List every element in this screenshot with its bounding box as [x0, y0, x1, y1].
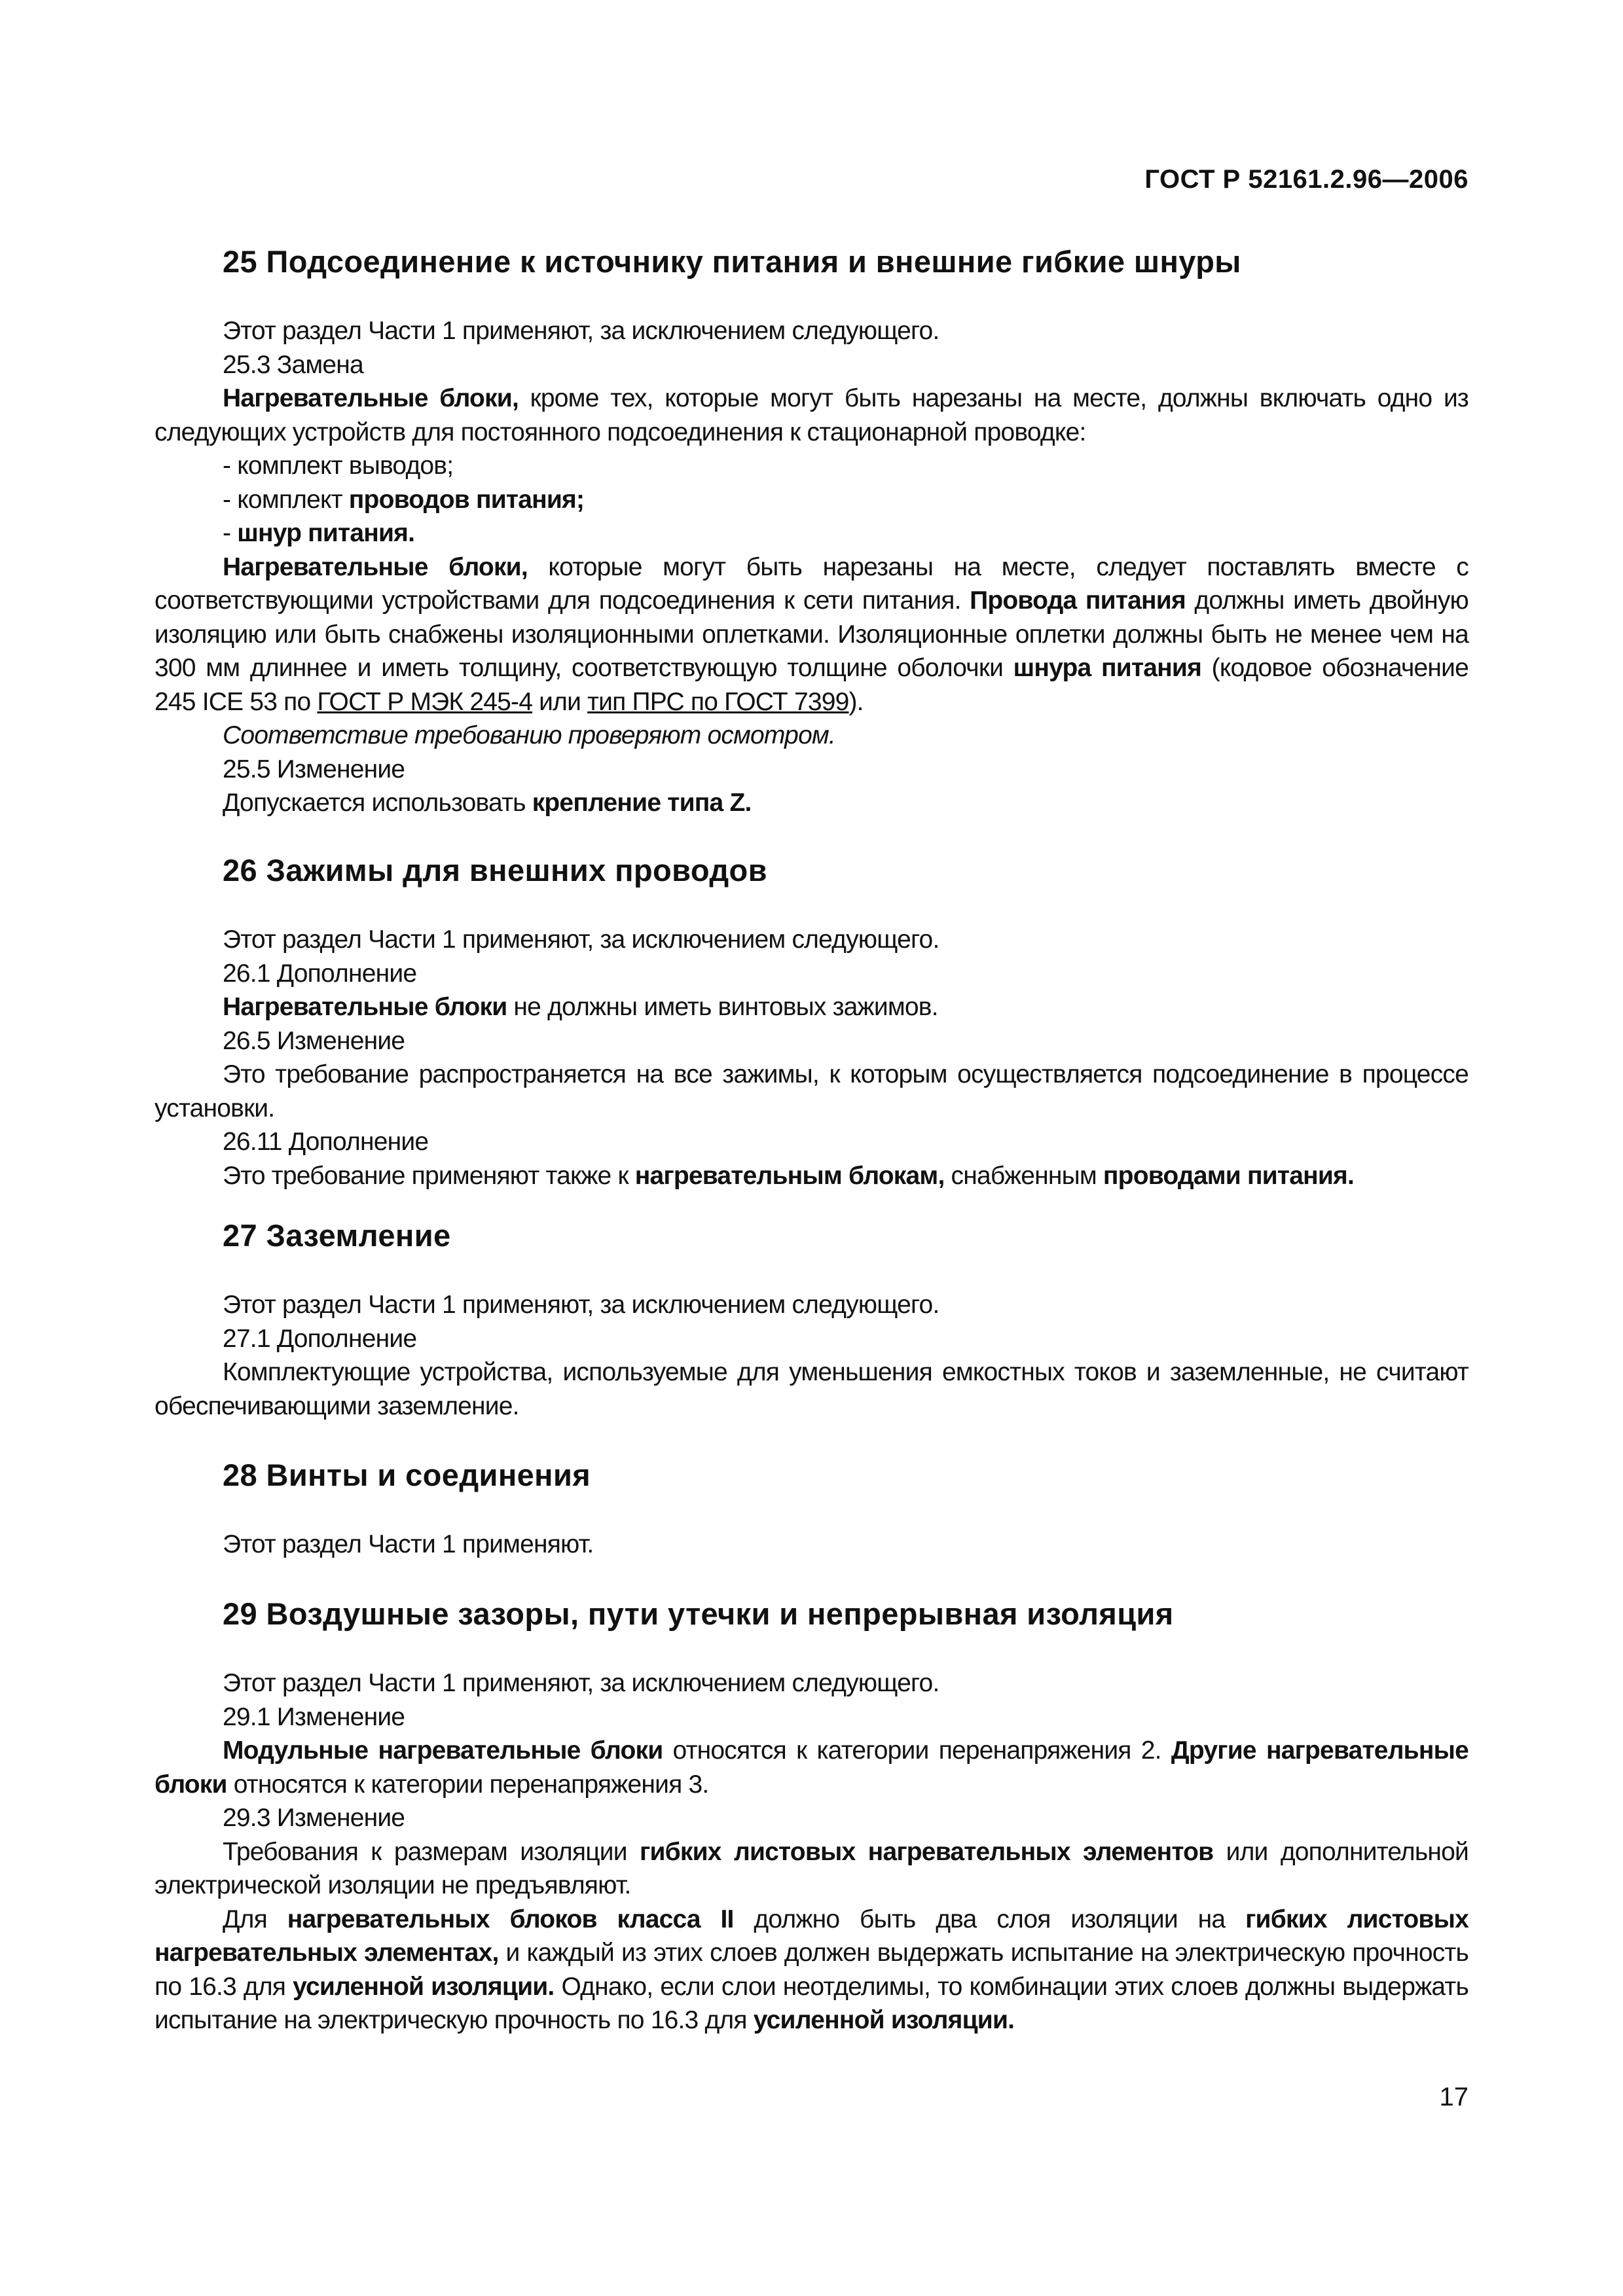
text: Это требование применяют также к: [223, 1161, 635, 1190]
list-item: [155, 516, 1468, 550]
paragraph: [155, 382, 1468, 449]
list-item: - комплект выводов;: [223, 452, 454, 480]
reference-link[interactable]: тип ПРС по ГОСТ 7399: [587, 687, 849, 716]
paragraph: [155, 1734, 1468, 1801]
text: - комплект: [223, 485, 349, 514]
clause-number: 25.3 Замена: [223, 350, 363, 379]
term: Модульные нагревательные блоки: [223, 1736, 663, 1765]
text: кроме тех, которые могут быть нарезаны на месте, должны включать одно из следующих устройств для постоянного подсоединения к стационарной проводке:: [155, 384, 1469, 446]
section-27-title: 27 Заземление: [223, 1218, 451, 1253]
section-25-body: [155, 314, 1468, 820]
text: должны иметь двойную изоляцию или быть снабжены изоляционными оплетками. Изоляционные оплетки должны быть не менее чем на 300 мм длиннее и иметь толщину, соответствующую толщине оболочки: [155, 586, 1468, 682]
term: шнура питания: [1013, 654, 1202, 682]
text: Однако, если слои неотделимы, то комбинации этих слоев должны выдержать испытание на электрическую прочность по 16.3 для: [155, 1972, 1468, 2034]
clause-number: 29.1 Изменение: [223, 1702, 405, 1731]
text: ).: [848, 687, 864, 716]
text: (кодовое обозначение 245 ICE 53 по: [155, 654, 1469, 716]
term: Нагревательные блоки: [223, 993, 507, 1021]
clause-number: 26.11 Дополнение: [223, 1128, 429, 1156]
term: Провода питания: [970, 586, 1186, 615]
term: проводами питания.: [1103, 1161, 1355, 1190]
section-26-title: 26 Зажимы для внешних проводов: [223, 853, 767, 888]
text: или: [532, 687, 588, 716]
paragraph: Этот раздел Части 1 применяют, за исключением следующего.: [223, 925, 939, 954]
term: проводов питания;: [348, 485, 585, 514]
section-28-body: [155, 1528, 1468, 1562]
paragraph: [155, 1159, 1468, 1193]
italic-text: Соответствие требованию проверяют осмотром.: [223, 721, 835, 749]
paragraph: [155, 1835, 1468, 1903]
paragraph: Это требование распространяется на все зажимы, к которым осуществляется подсоединение в процессе установки.: [155, 1060, 1468, 1122]
paragraph: [155, 1903, 1468, 2037]
term: Другие нагревательные блоки: [155, 1736, 1468, 1799]
text: Допускается использовать: [223, 789, 532, 817]
paragraph: Этот раздел Части 1 применяют, за исключением следующего.: [223, 1669, 939, 1697]
section-25-title: 25 Подсоединение к источнику питания и внешние гибкие шнуры: [223, 244, 1241, 279]
list-item: [155, 483, 1468, 517]
reference-link[interactable]: ГОСТ Р МЭК 245-4: [317, 687, 533, 716]
term: Нагревательные блоки,: [223, 552, 528, 581]
paragraph: Этот раздел Части 1 применяют, за исключением следующего.: [223, 317, 939, 345]
term: усиленной изоляции.: [293, 1972, 555, 2001]
section-29-title: 29 Воздушные зазоры, пути утечки и непрерывная изоляция: [223, 1596, 1174, 1631]
section-26-body: [155, 923, 1468, 1193]
paragraph: Этот раздел Части 1 применяют.: [223, 1530, 594, 1558]
compliance-note: [155, 719, 1468, 753]
text: снабженным: [944, 1161, 1103, 1190]
text: которые могут быть нарезаны на месте, следует поставлять вместе с соответствующими устройствами для подсоединения к сети питания.: [155, 552, 1468, 615]
text: -: [223, 519, 238, 547]
document-header: ГОСТ Р 52161.2.96—2006: [1144, 165, 1468, 194]
clause-number: 26.1 Дополнение: [223, 959, 417, 988]
text: не должны иметь винтовых зажимов.: [507, 993, 938, 1021]
term: Нагревательные блоки,: [223, 384, 519, 412]
clause-number: 27.1 Дополнение: [223, 1324, 417, 1353]
paragraph: Комплектующие устройства, используемые для уменьшения емкостных токов и заземленные, не считают обеспечивающими заземление.: [155, 1358, 1468, 1420]
text: относятся к категории перенапряжения 3.: [227, 1770, 709, 1799]
paragraph: [155, 786, 1468, 820]
paragraph: [155, 550, 1468, 719]
clause-number: 29.3 Изменение: [223, 1804, 405, 1832]
section-28-title: 28 Винты и соединения: [223, 1458, 591, 1492]
paragraph: [155, 990, 1468, 1024]
term: усиленной изоляции.: [753, 2006, 1015, 2034]
term: гибких листовых нагревательных элементов: [640, 1837, 1214, 1866]
section-27-body: [155, 1288, 1468, 1423]
text: Для: [223, 1905, 287, 1933]
section-29-body: [155, 1666, 1468, 2037]
paragraph: Этот раздел Части 1 применяют, за исключением следующего.: [223, 1291, 939, 1319]
text: и каждый из этих слоев должен выдержать испытание на электрическую прочность по 16.3 для: [155, 1939, 1468, 2001]
clause-number: 26.5 Изменение: [223, 1026, 405, 1055]
term: гибких листовых нагревательных элементах,: [155, 1905, 1468, 1967]
text: или дополнительной электрической изоляции не предъявляют.: [155, 1837, 1468, 1899]
text: должно быть два слоя изоляции на: [733, 1905, 1246, 1933]
clause-number: 25.5 Изменение: [223, 755, 405, 783]
term: нагревательным блокам,: [634, 1161, 945, 1190]
term: шнур питания.: [237, 519, 415, 547]
term: крепление типа Z.: [532, 789, 752, 817]
term: нагревательных блоков класса II: [287, 1905, 734, 1933]
page-number: 17: [1439, 2083, 1468, 2111]
text: Требования к размерам изоляции: [223, 1837, 640, 1866]
text: относятся к категории перенапряжения 2.: [663, 1736, 1171, 1765]
